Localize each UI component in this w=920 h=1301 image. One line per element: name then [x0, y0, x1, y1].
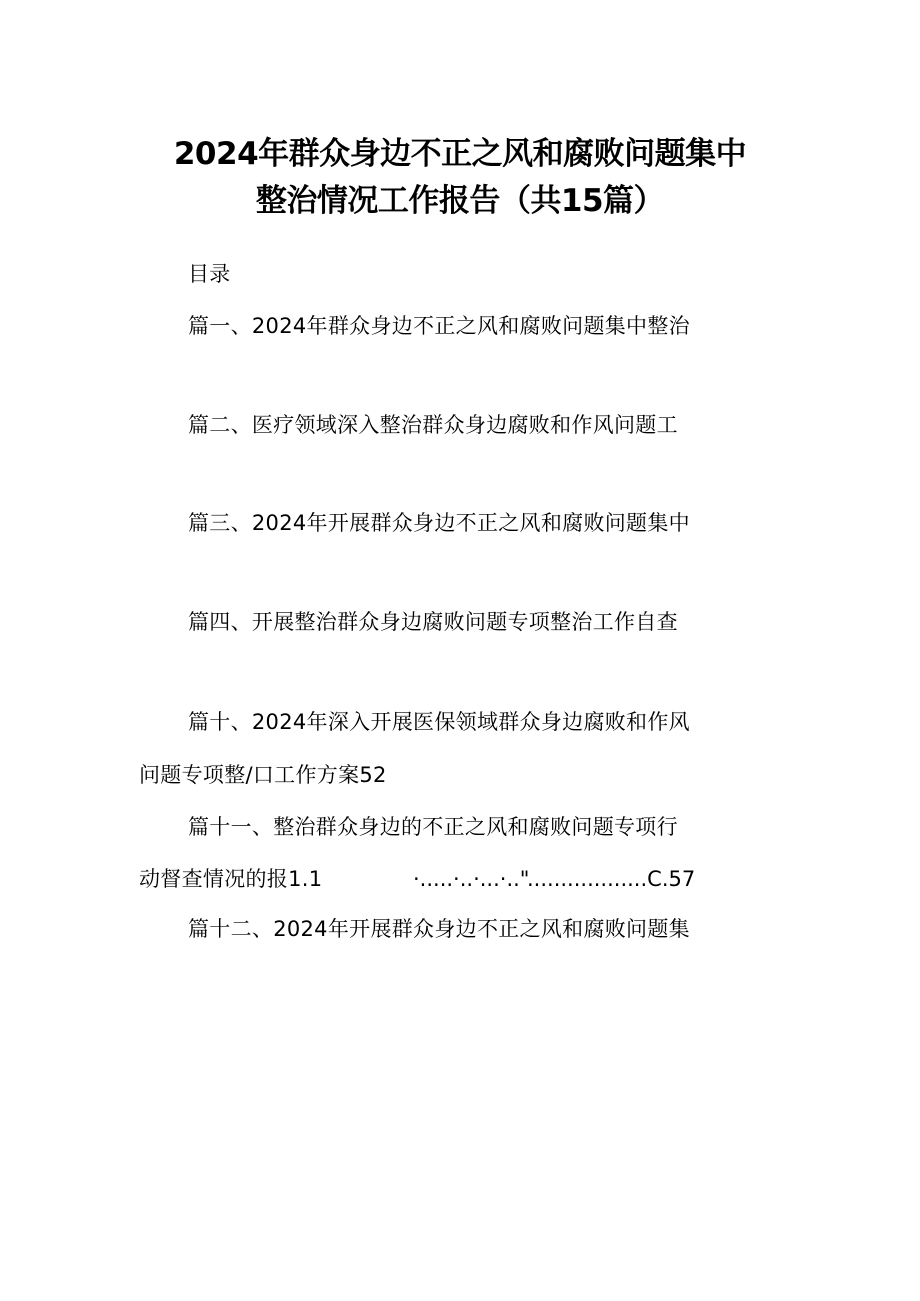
document-title-line-1: 2024年群众身边不正之风和腐败问题集中	[173, 136, 747, 172]
toc-entry-1: 篇一、2024年群众身边不正之风和腐败问题集中整治	[188, 314, 690, 338]
toc-entry-11-line-1: 篇十一、整治群众身边的不正之风和腐败问题专项行	[188, 815, 678, 839]
toc-entry-10-line-2: 问题专项整/口工作方案52	[139, 763, 387, 787]
document-title-line-2: 整治情况工作报告（共15篇）	[255, 183, 665, 219]
toc-entry-11-page-number: ..................C.57	[527, 867, 696, 891]
toc-heading: 目录	[188, 262, 231, 286]
toc-entry-11-line-2: 动督查情况的报1.1	[139, 867, 323, 891]
toc-entry-11-leader-dots: ·.....·..·...·.."	[413, 867, 530, 891]
toc-entry-2: 篇二、医疗领域深入整治群众身边腐败和作风问题工	[188, 413, 678, 437]
toc-entry-3: 篇三、2024年开展群众身边不正之风和腐败问题集中	[188, 511, 690, 535]
toc-entry-10-line-1: 篇十、2024年深入开展医保领域群众身边腐败和作风	[188, 710, 690, 734]
toc-entry-4: 篇四、开展整治群众身边腐败问题专项整治工作自查	[188, 610, 678, 634]
toc-entry-12: 篇十二、2024年开展群众身边不正之风和腐败问题集	[188, 917, 690, 941]
